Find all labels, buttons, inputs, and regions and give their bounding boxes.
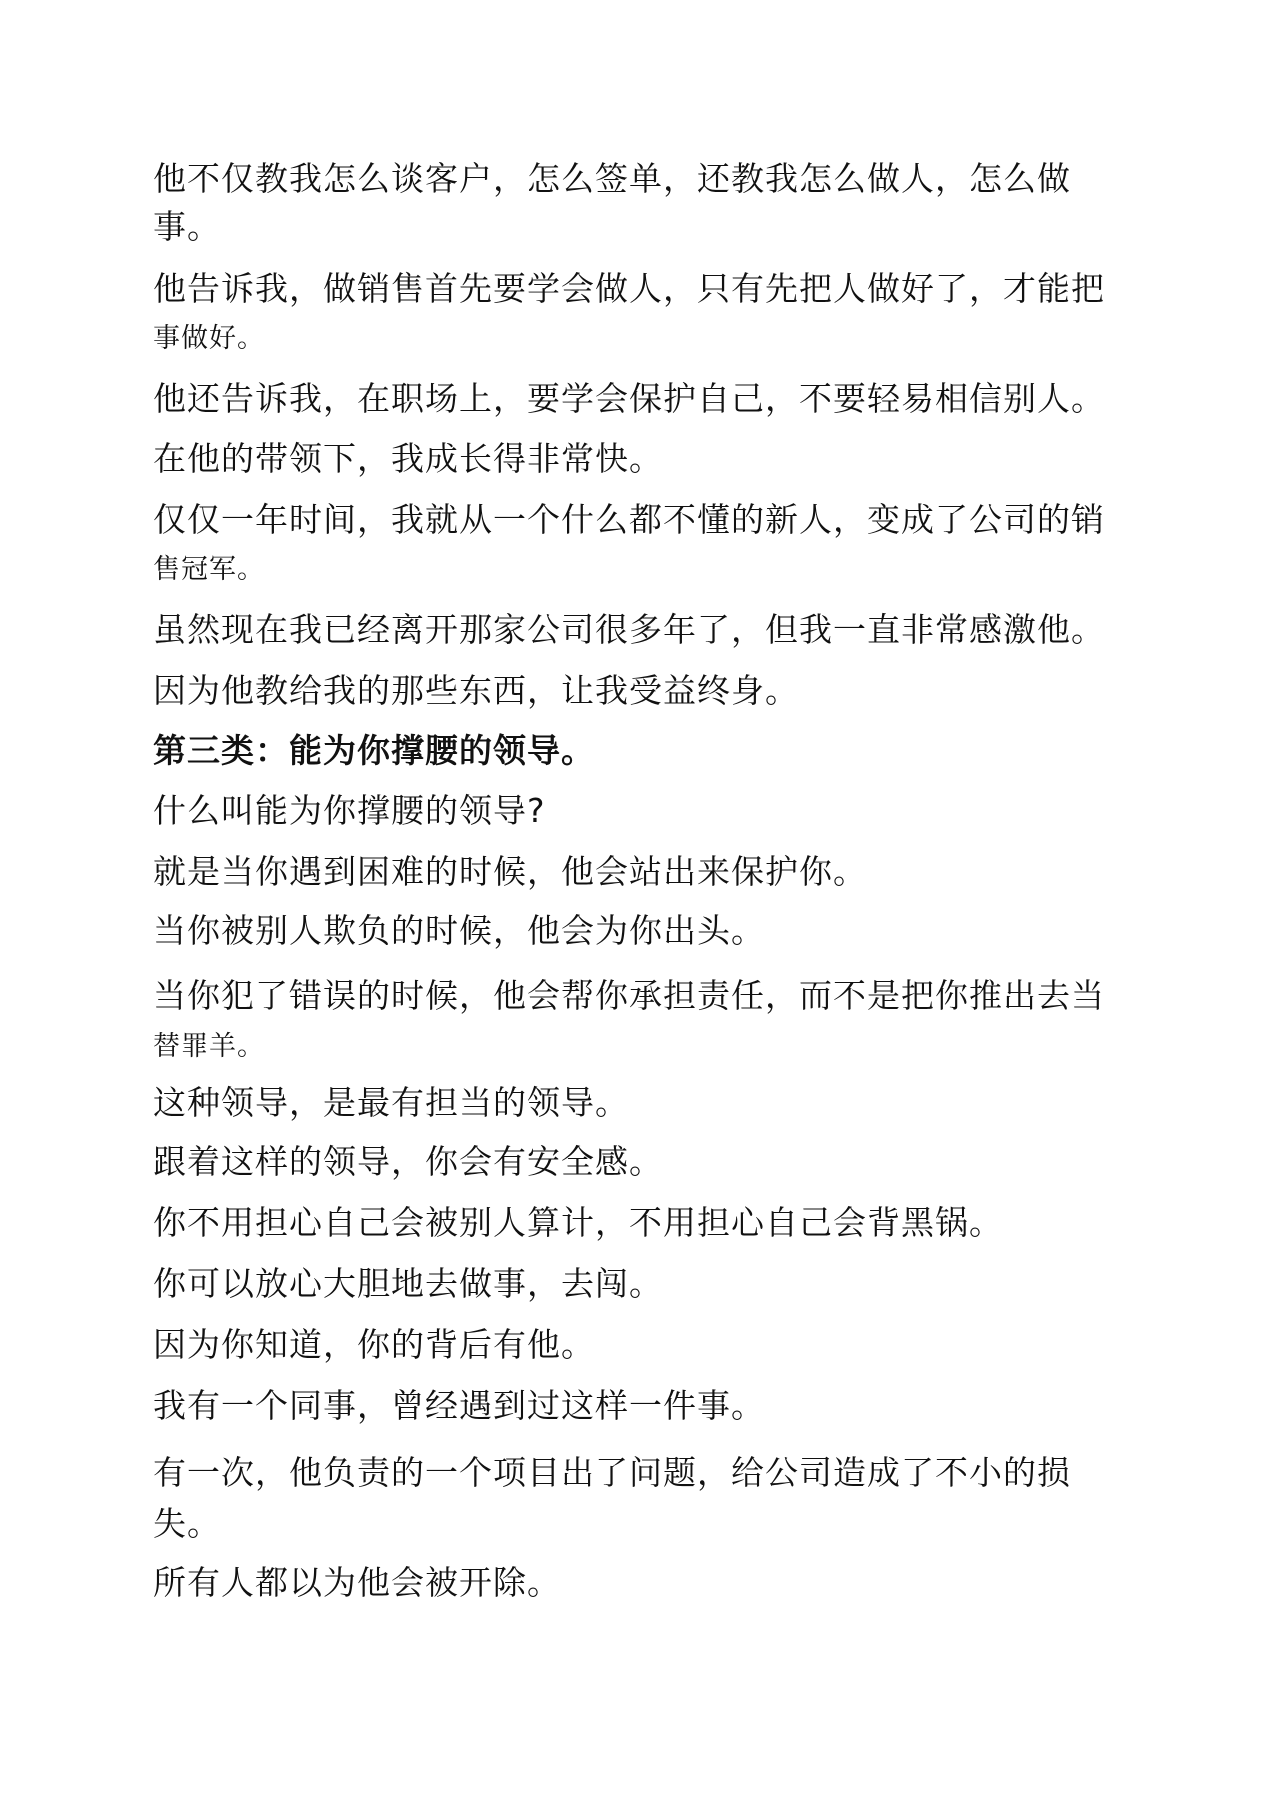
text-line: 事做好。: [153, 323, 265, 354]
text-line: 他还告诉我，在职场上，要学会保护自己，不要轻易相信别人。: [153, 379, 1105, 418]
text-line: 你不用担心自己会被别人算计，不用担心自己会背黑锅。: [153, 1203, 1003, 1242]
text-line: 他告诉我，做销售首先要学会做人，只有先把人做好了，才能把: [153, 269, 1105, 308]
text-line: 所有人都以为他会被开除。: [153, 1563, 561, 1602]
text-line: 虽然现在我已经离开那家公司很多年了，但我一直非常感激他。: [153, 610, 1105, 649]
text-line: 在他的带领下，我成长得非常快。: [153, 439, 663, 478]
text-line: 什么叫能为你撑腰的领导?: [153, 791, 546, 830]
text-line: 就是当你遇到困难的时候，他会站出来保护你。: [153, 852, 867, 891]
text-line: 这种领导，是最有担当的领导。: [153, 1083, 629, 1122]
text-line: 失。: [153, 1504, 221, 1543]
text-line: 你可以放心大胆地去做事，去闯。: [153, 1264, 663, 1303]
text-line: 有一次，他负责的一个项目出了问题，给公司造成了不小的损: [153, 1453, 1071, 1492]
text-line: 当你犯了错误的时候，他会帮你承担责任，而不是把你推出去当: [153, 976, 1105, 1015]
text-line: 当你被别人欺负的时候，他会为你出头。: [153, 911, 765, 950]
text-line: 我有一个同事，曾经遇到过这样一件事。: [153, 1386, 765, 1425]
text-line: 售冠军。: [153, 554, 265, 585]
text-line: 替罪羊。: [153, 1031, 265, 1062]
text-line: 他不仅教我怎么谈客户，怎么签单，还教我怎么做人，怎么做: [153, 159, 1071, 198]
text-line: 仅仅一年时间，我就从一个什么都不懂的新人，变成了公司的销: [153, 500, 1105, 539]
text-line: 事。: [153, 207, 221, 246]
text-line: 因为他教给我的那些东西，让我受益终身。: [153, 671, 799, 710]
text-line: 跟着这样的领导，你会有安全感。: [153, 1142, 663, 1181]
text-line: 因为你知道，你的背后有他。: [153, 1325, 595, 1364]
section-heading: 第三类：能为你撑腰的领导。: [153, 731, 595, 770]
